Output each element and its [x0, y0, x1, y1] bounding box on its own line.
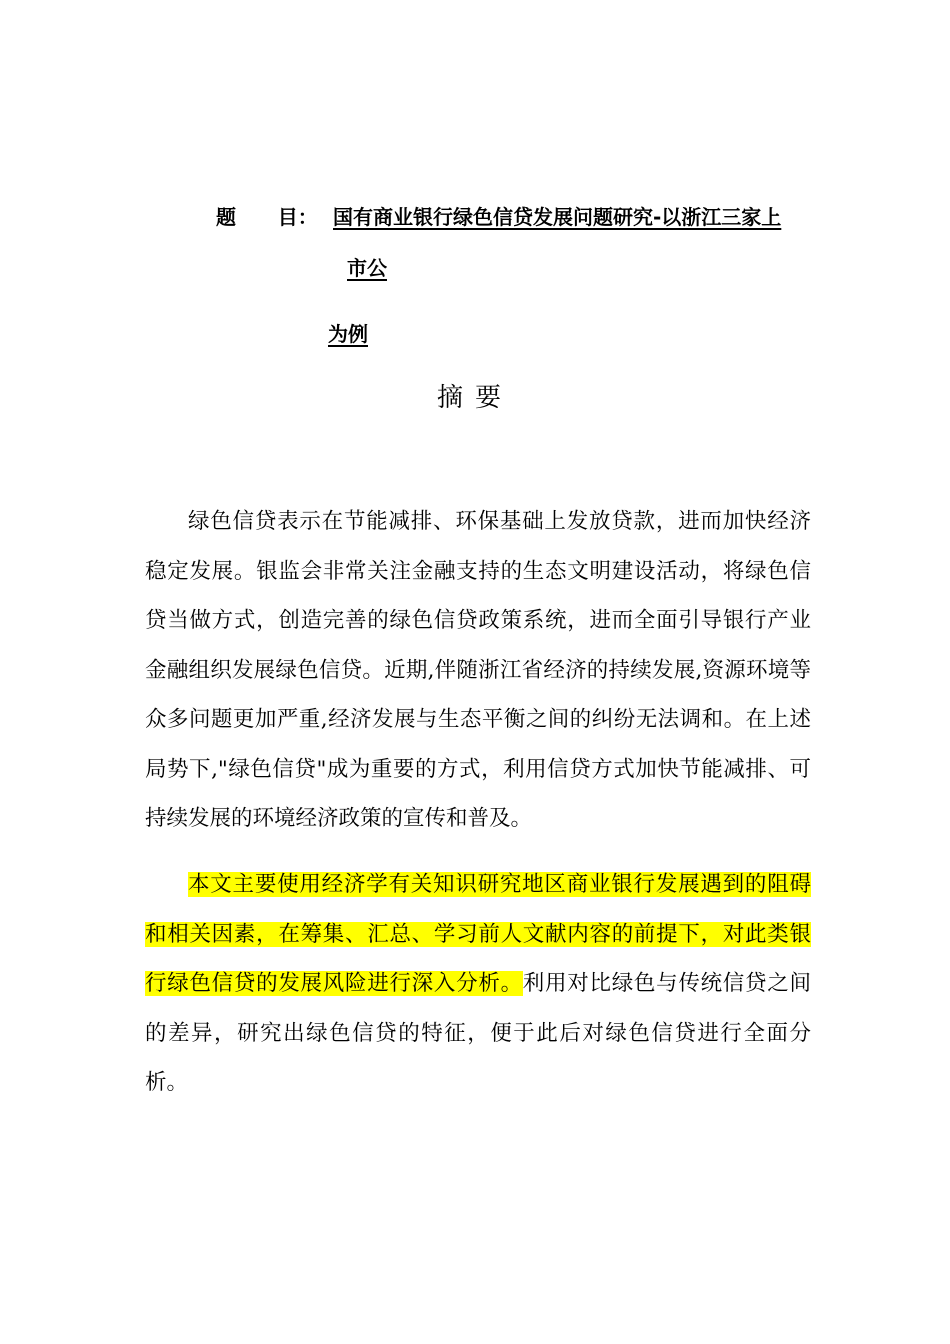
abstract-paragraph-2 [145, 860, 811, 1108]
title-label: 题 目： [216, 205, 318, 229]
abstract-paragraph-1: 绿色信贷表示在节能减排、环保基础上发放贷款，进而加快经济稳定发展。银监会非常关注金融支持的生态文明建设活动，将绿色信贷当做方式，创造完善的绿色信贷政策系统，进而全面引导银行产业金融组织发展绿色信贷。近期,伴随浙江省经济的持续发展,资源环境等众多问题更加严重,经济发展与生态平衡之间的纠纷无法调和。在上述局势下,"绿色信贷"成为重要的方式，利用信贷方式加快节能减排、可持续发展的环境经济政策的宣传和普及。 [145, 509, 811, 831]
title-line-1: 国有商业银行绿色信贷发展问题研究-以浙江三家上 [333, 205, 782, 229]
paragraph-2-rest: 利用对比绿色与传统信贷之间的差异，研究出绿色信贷的特征，便于此后对绿色信贷进行全面分析。 [145, 971, 811, 1095]
title-line-2-text: 市公 [347, 256, 387, 280]
title-line-2 [347, 254, 421, 282]
abstract-heading: 摘要 [436, 383, 513, 413]
title-line-3-text: 为例 [328, 322, 368, 346]
title-line-3 [328, 320, 402, 348]
highlighted-text: 本文主要使用经济学有关知识研究地区商业银行发展遇到的阻碍和相关因素，在筹集、汇总、学习前人文献内容的前提下，对此类银行绿色信贷的发展风险进行深入分析。 [145, 872, 811, 996]
